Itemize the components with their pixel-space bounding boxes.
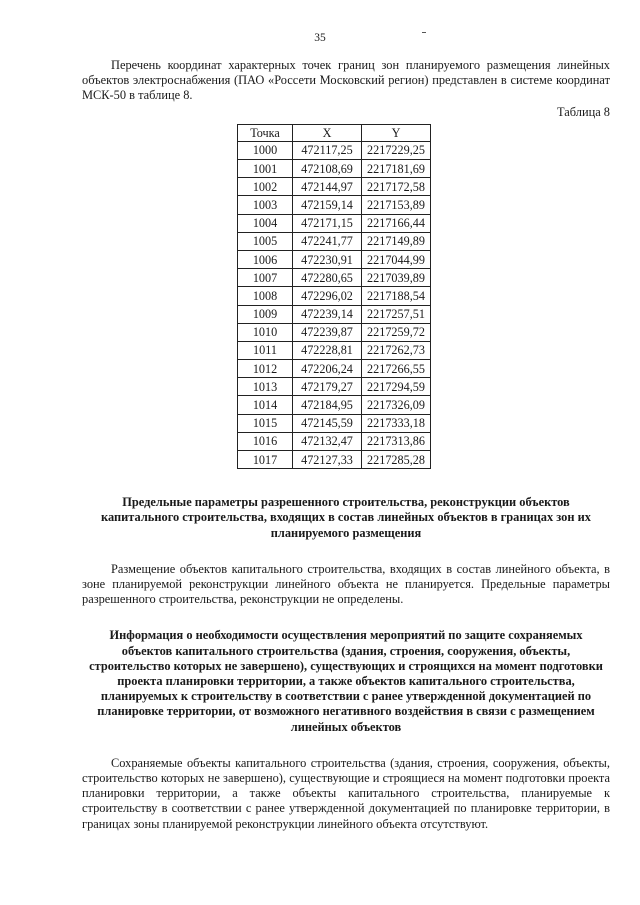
- cell-x: 472144,97: [293, 178, 362, 196]
- cell-y: 2217044,99: [362, 250, 431, 268]
- cell-x: 472241,77: [293, 232, 362, 250]
- table-row: [238, 214, 431, 232]
- cell-y: 2217172,58: [362, 178, 431, 196]
- section-paragraph-parameters: Размещение объектов капитального строительства, входящих в состав линейного объекта, в зоне планируемой реконструкции линейного объекта не планируется. Предельные параметры разрешенного строительства, реконструкции не определены.: [82, 561, 610, 607]
- table-row: [238, 432, 431, 450]
- cell-x: 472108,69: [293, 160, 362, 178]
- cell-y: 2217285,28: [362, 451, 431, 469]
- cell-point: 1006: [238, 250, 293, 268]
- cell-x: 472206,24: [293, 360, 362, 378]
- cell-point: 1003: [238, 196, 293, 214]
- table-row: [238, 305, 431, 323]
- cell-y: 2217257,51: [362, 305, 431, 323]
- cell-x: 472145,59: [293, 414, 362, 432]
- section-paragraph-protection: Сохраняемые объекты капитального строительства (здания, строения, сооружения, объекты, строительство которых не завершено), существующие и строящиеся на момент подготовки проекта планировки территории, а также объекты капитального строительства, планируемые к строительству в соответствии с ранее утвержденной документацией по планировке территории, в границах зоны планируемой реконструкции линейного объекта отсутствуют.: [82, 755, 610, 831]
- cell-y: 2217313,86: [362, 432, 431, 450]
- cell-x: 472171,15: [293, 214, 362, 232]
- table-row: [238, 287, 431, 305]
- cell-point: 1010: [238, 323, 293, 341]
- cell-point: 1001: [238, 160, 293, 178]
- cell-point: 1013: [238, 378, 293, 396]
- cell-point: 1007: [238, 269, 293, 287]
- cell-x: 472159,14: [293, 196, 362, 214]
- document-body: [82, 58, 610, 832]
- cell-point: 1016: [238, 432, 293, 450]
- table-row: [238, 360, 431, 378]
- table-row: [238, 269, 431, 287]
- table-row: [238, 323, 431, 341]
- header-y: Y: [362, 124, 431, 141]
- cell-y: 2217294,59: [362, 378, 431, 396]
- cell-y: 2217326,09: [362, 396, 431, 414]
- table-row: [238, 250, 431, 268]
- table-row: [238, 378, 431, 396]
- table-row: [238, 196, 431, 214]
- table-row: [238, 341, 431, 359]
- header-point: Точка: [238, 124, 293, 141]
- cell-y: 2217262,73: [362, 341, 431, 359]
- section-heading-protection: Информация о необходимости осуществления мероприятий по защите сохраняемых объектов капитального строительства (здания, строения, сооружения, объекты, строительство которых не завершено), существующих и строящихся на момент подготовки проекта планировки территории, а также объектов капитального строительства, планируемых к строительству в соответствии с ранее утвержденной документацией по планировке территории, от возможного негативного воздействия в связи с размещением линейных объектов: [89, 628, 603, 734]
- cell-y: 2217153,89: [362, 196, 431, 214]
- cell-point: 1009: [238, 305, 293, 323]
- cell-point: 1014: [238, 396, 293, 414]
- cell-point: 1005: [238, 232, 293, 250]
- cell-point: 1002: [238, 178, 293, 196]
- cell-y: 2217188,54: [362, 287, 431, 305]
- cell-x: 472117,25: [293, 141, 362, 159]
- cell-x: 472239,14: [293, 305, 362, 323]
- table-header-row: [238, 124, 431, 141]
- cell-x: 472296,02: [293, 287, 362, 305]
- cell-y: 2217266,55: [362, 360, 431, 378]
- cell-y: 2217229,25: [362, 141, 431, 159]
- cell-y: 2217149,89: [362, 232, 431, 250]
- cell-point: 1004: [238, 214, 293, 232]
- cell-point: 1000: [238, 141, 293, 159]
- cell-y: 2217333,18: [362, 414, 431, 432]
- cell-y: 2217166,44: [362, 214, 431, 232]
- cell-point: 1017: [238, 451, 293, 469]
- table-row: [238, 396, 431, 414]
- table-row: [238, 141, 431, 159]
- cell-point: 1008: [238, 287, 293, 305]
- table-row: [238, 451, 431, 469]
- table-row: [238, 414, 431, 432]
- scan-mark: [422, 32, 426, 33]
- cell-x: 472127,33: [293, 451, 362, 469]
- cell-y: 2217181,69: [362, 160, 431, 178]
- intro-paragraph: Перечень координат характерных точек границ зон планируемого размещения линейных объектов электроснабжения (ПАО «Россети Московский регион) представлен в системе координат МСК-50 в таблице 8.: [82, 58, 610, 103]
- header-x: X: [293, 124, 362, 141]
- cell-x: 472230,91: [293, 250, 362, 268]
- cell-x: 472132,47: [293, 432, 362, 450]
- section-heading-parameters: Предельные параметры разрешенного строительства, реконструкции объектов капитального строительства, входящих в состав линейных объектов в границах зон их планируемого размещения: [101, 495, 591, 540]
- cell-point: 1012: [238, 360, 293, 378]
- cell-x: 472228,81: [293, 341, 362, 359]
- table-row: [238, 178, 431, 196]
- cell-point: 1015: [238, 414, 293, 432]
- cell-x: 472179,27: [293, 378, 362, 396]
- cell-point: 1011: [238, 341, 293, 359]
- table-row: [238, 232, 431, 250]
- page-number: 35: [314, 32, 326, 44]
- table-caption: Таблица 8: [557, 104, 610, 119]
- table-row: [238, 160, 431, 178]
- cell-y: 2217259,72: [362, 323, 431, 341]
- cell-x: 472184,95: [293, 396, 362, 414]
- cell-x: 472239,87: [293, 323, 362, 341]
- cell-x: 472280,65: [293, 269, 362, 287]
- coordinates-table: [237, 124, 431, 469]
- cell-y: 2217039,89: [362, 269, 431, 287]
